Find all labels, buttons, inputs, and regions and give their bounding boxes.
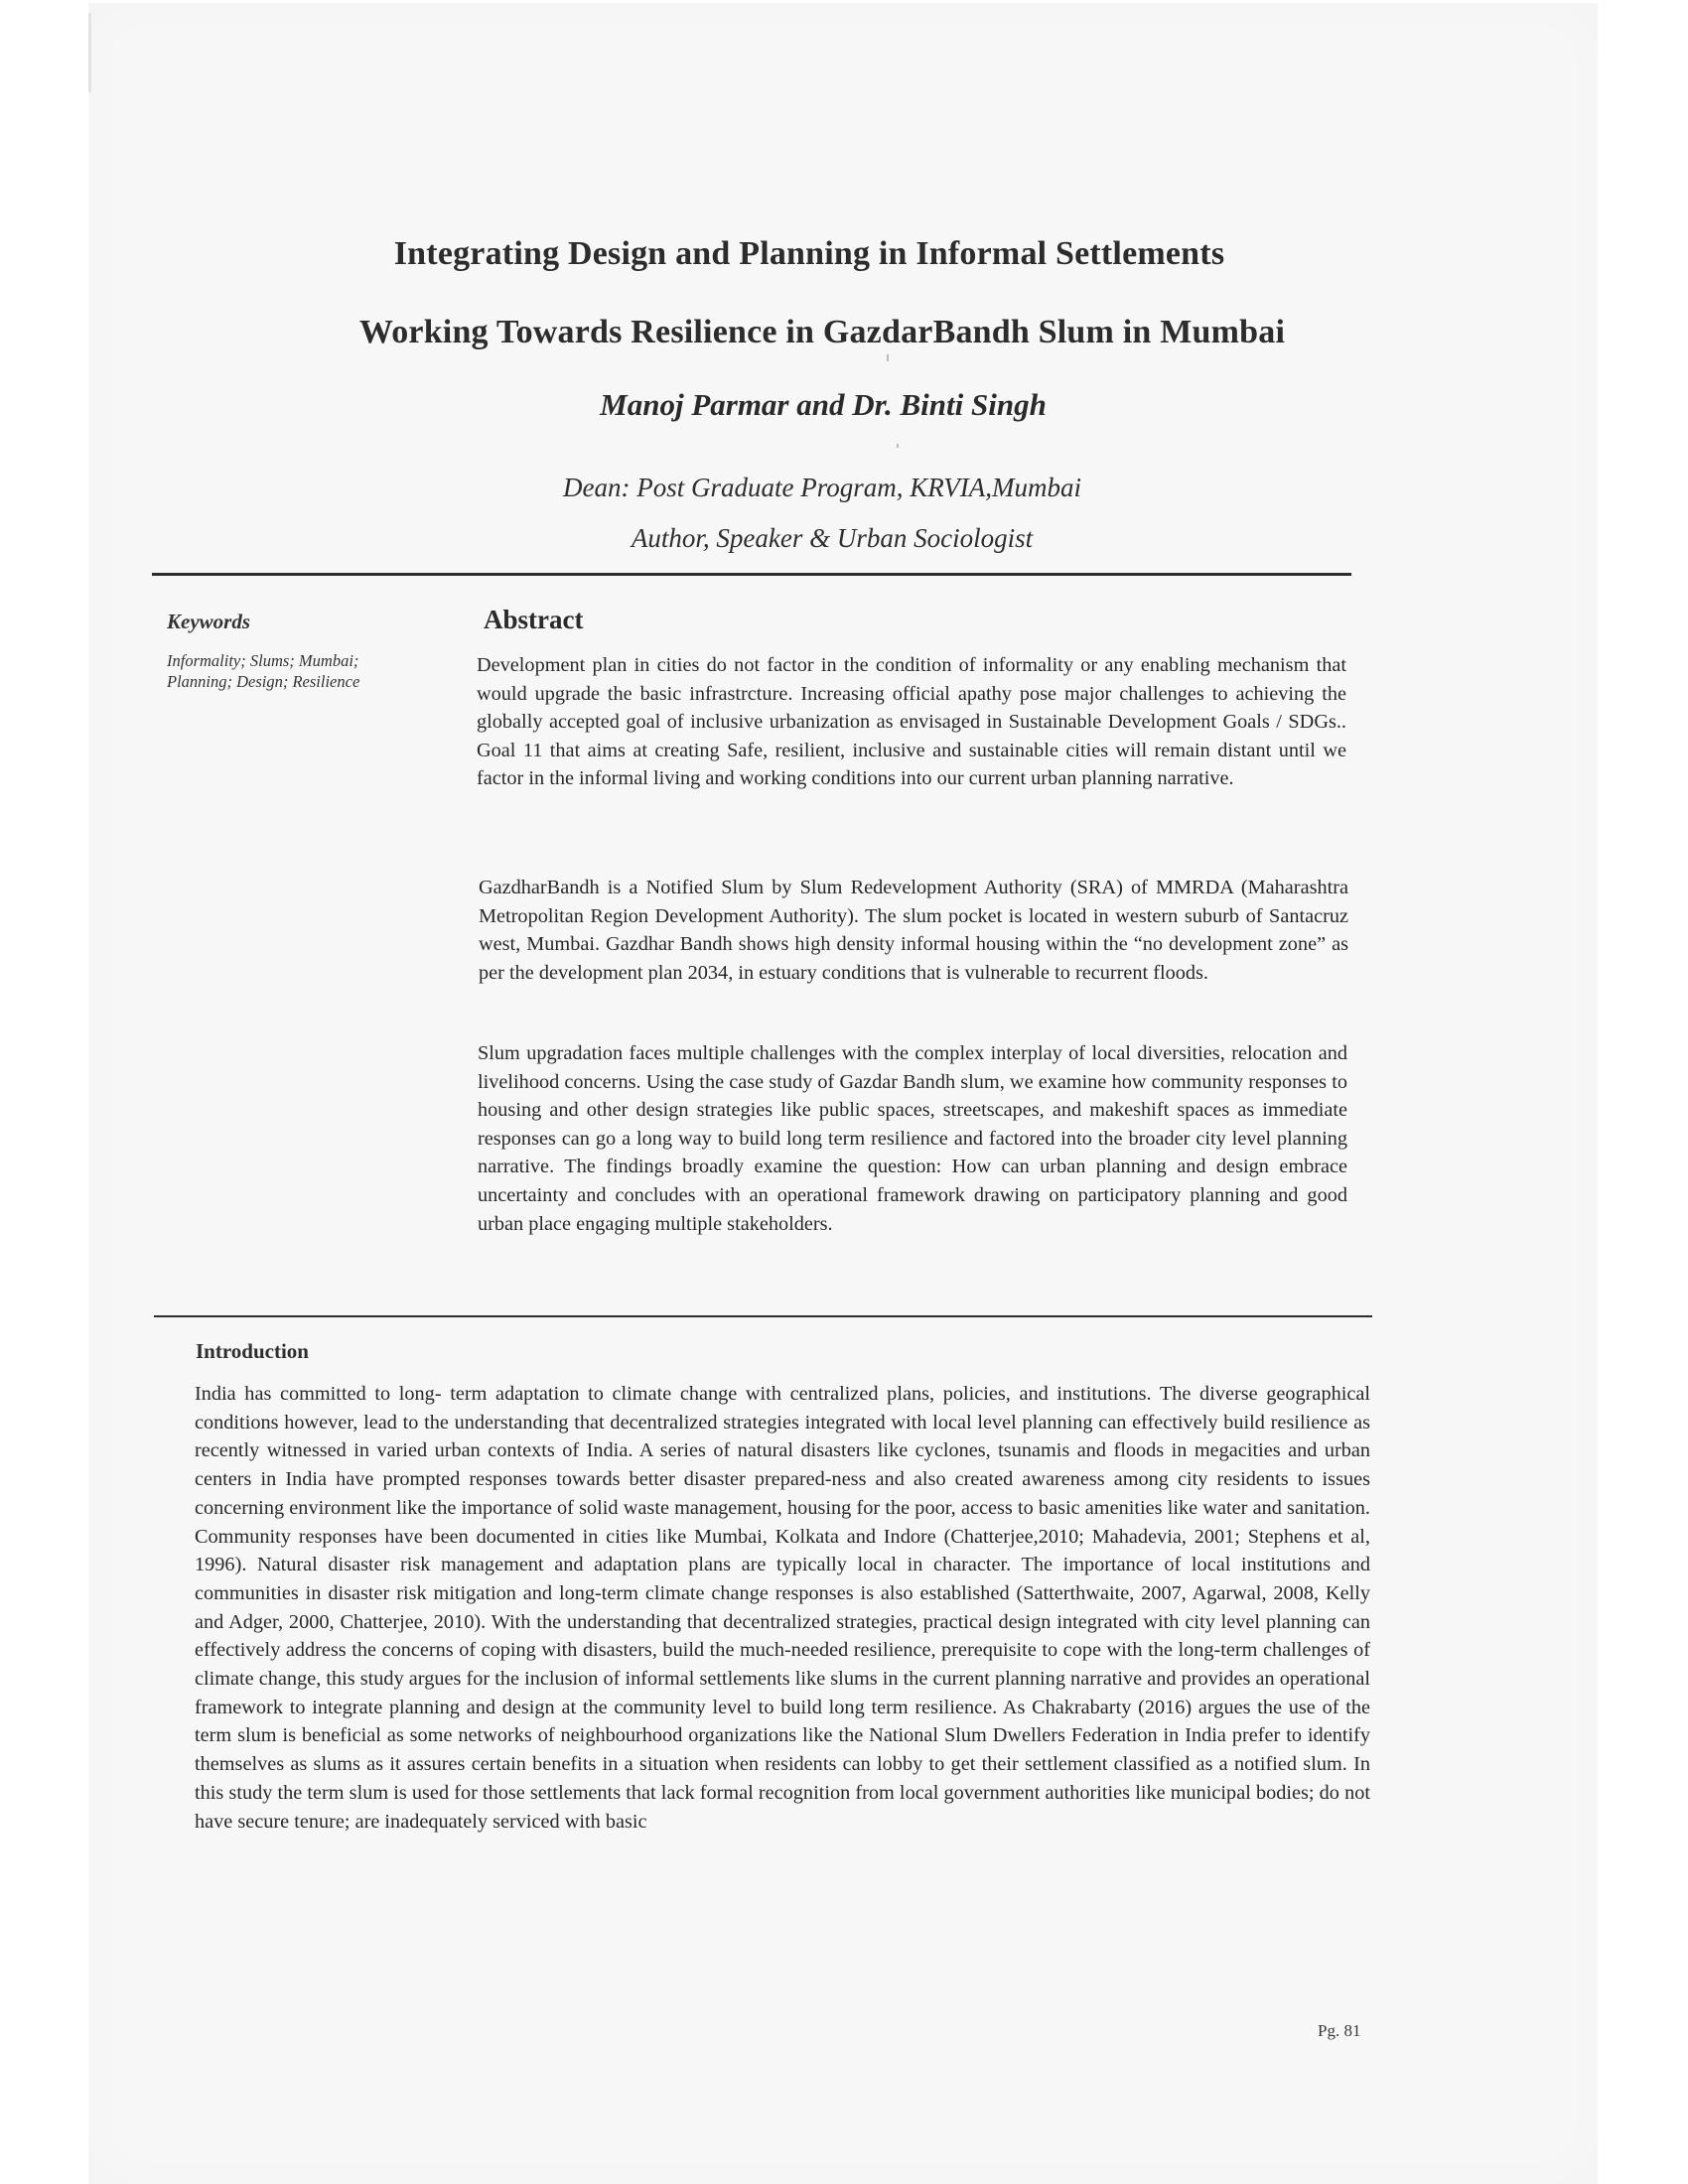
paper-title-line-1: Integrating Design and Planning in Informal Settlements bbox=[393, 235, 1225, 272]
scan-artifact bbox=[897, 444, 899, 448]
header-divider bbox=[152, 573, 1351, 576]
introduction-body: India has committed to long- term adaptation to climate change with centralized plans, policies, and institutions. The diverse geographical conditions however, lead to the understanding that decentralized strategies integrated with local level planning can effectively build resilience as recently witnessed in varied urban contexts of India. A series of natural disasters like cyclones, tsunamis and floods in megacities and urban centers in India have prompted responses towards better disaster prepared-ness and also created awareness among city residents to issues concerning environment like the importance of solid waste management, housing for the poor, access to basic amenities like water and sanitation. Community responses have been documented in cities like Mumbai, Kolkata and Indore (Chatterjee,2010; Mahadevia, 2001; Stephens et al, 1996). Natural disaster risk management and adaptation plans are typically local in character. The importance of local institutions and communities in disaster risk mitigation and long-term climate change responses is also established (Satterthwaite, 2007, Agarwal, 2008, Kelly and Adger, 2000, Chatterjee, 2010). With the understanding that decentralized strategies, practical design integrated with city level planning can effectively address the concerns of coping with disasters, build the much-needed resilience, prerequisite to cope with the long-term challenges of climate change, this study argues for the inclusion of informal settlements like slums in the current planning narrative and provides an operational framework to integrate planning and design at the community level to build long term resilience. As Chakrabarty (2016) argues the use of the term slum is beneficial as some networks of neighbourhood organizations like the National Slum Dwellers Federation in India prefer to identify themselves as slums as it assures certain benefits in a situation when residents can lobby to get their settlement classified as a notified slum. In this study the term slum is used for those settlements that lack formal recognition from local government authorities like municipal bodies; do not have secure tenure; are inadequately serviced with basic bbox=[195, 1383, 1370, 1833]
abstract-paragraph-2: GazdharBandh is a Notified Slum by Slum Redevelopment Authority (SRA) of MMRDA (Maharashtra Metropolitan Region Development Authority). The slum pocket is located in western suburb of Santacruz west, Mumbai. Gazdhar Bandh shows high density informal housing within the “no development zone” as per the development plan 2034, in estuary conditions that is vulnerable to recurrent floods. bbox=[479, 877, 1348, 984]
abstract-paragraph-1: Development plan in cities do not factor in the condition of informality or any enabling mechanism that would upgrade the basic infrastrcture. Increasing official apathy pose major challenges to achieving the globally accepted goal of inclusive urbanization as envisaged in Sustainable Development Goals / SDGs.. Goal 11 that aims at creating Safe, resilient, inclusive and sustainable cities will remain distant until we factor in the informal living and working conditions into our current urban planning narrative. bbox=[477, 654, 1346, 790]
affiliation-1: Dean: Post Graduate Program, KRVIA,Mumbai bbox=[563, 473, 1081, 502]
abstract-paragraph-3: Slum upgradation faces multiple challenges with the complex interplay of local diversities, relocation and livelihood concerns. Using the case study of Gazdar Bandh slum, we examine how community responses to housing and other design strategies like public spaces, streetscapes, and makeshift spaces as immediate responses can go a long way to build long term resilience and factored into the broader city level planning narrative. The findings broadly examine the question: How can urban planning and design embrace uncertainty and concludes with an operational framework drawing on participatory planning and good urban place engaging multiple stakeholders. bbox=[478, 1042, 1347, 1235]
paper-title-line-2: Working Towards Resilience in GazdarBandh Slum in Mumbai bbox=[358, 314, 1286, 350]
authors: Manoj Parmar and Dr. Binti Singh bbox=[600, 387, 1047, 422]
abstract-divider bbox=[154, 1315, 1372, 1317]
scan-artifact bbox=[887, 354, 889, 361]
page-number: Pg. 81 bbox=[1318, 2021, 1361, 2040]
keywords-heading: Keywords bbox=[167, 610, 250, 633]
affiliation-2: Author, Speaker & Urban Sociologist bbox=[631, 523, 1034, 553]
abstract-heading: Abstract bbox=[484, 605, 584, 634]
introduction-heading: Introduction bbox=[196, 1339, 309, 1363]
keywords-list: Informality; Slums; Mumbai; Planning; Design; Resilience bbox=[167, 651, 360, 691]
